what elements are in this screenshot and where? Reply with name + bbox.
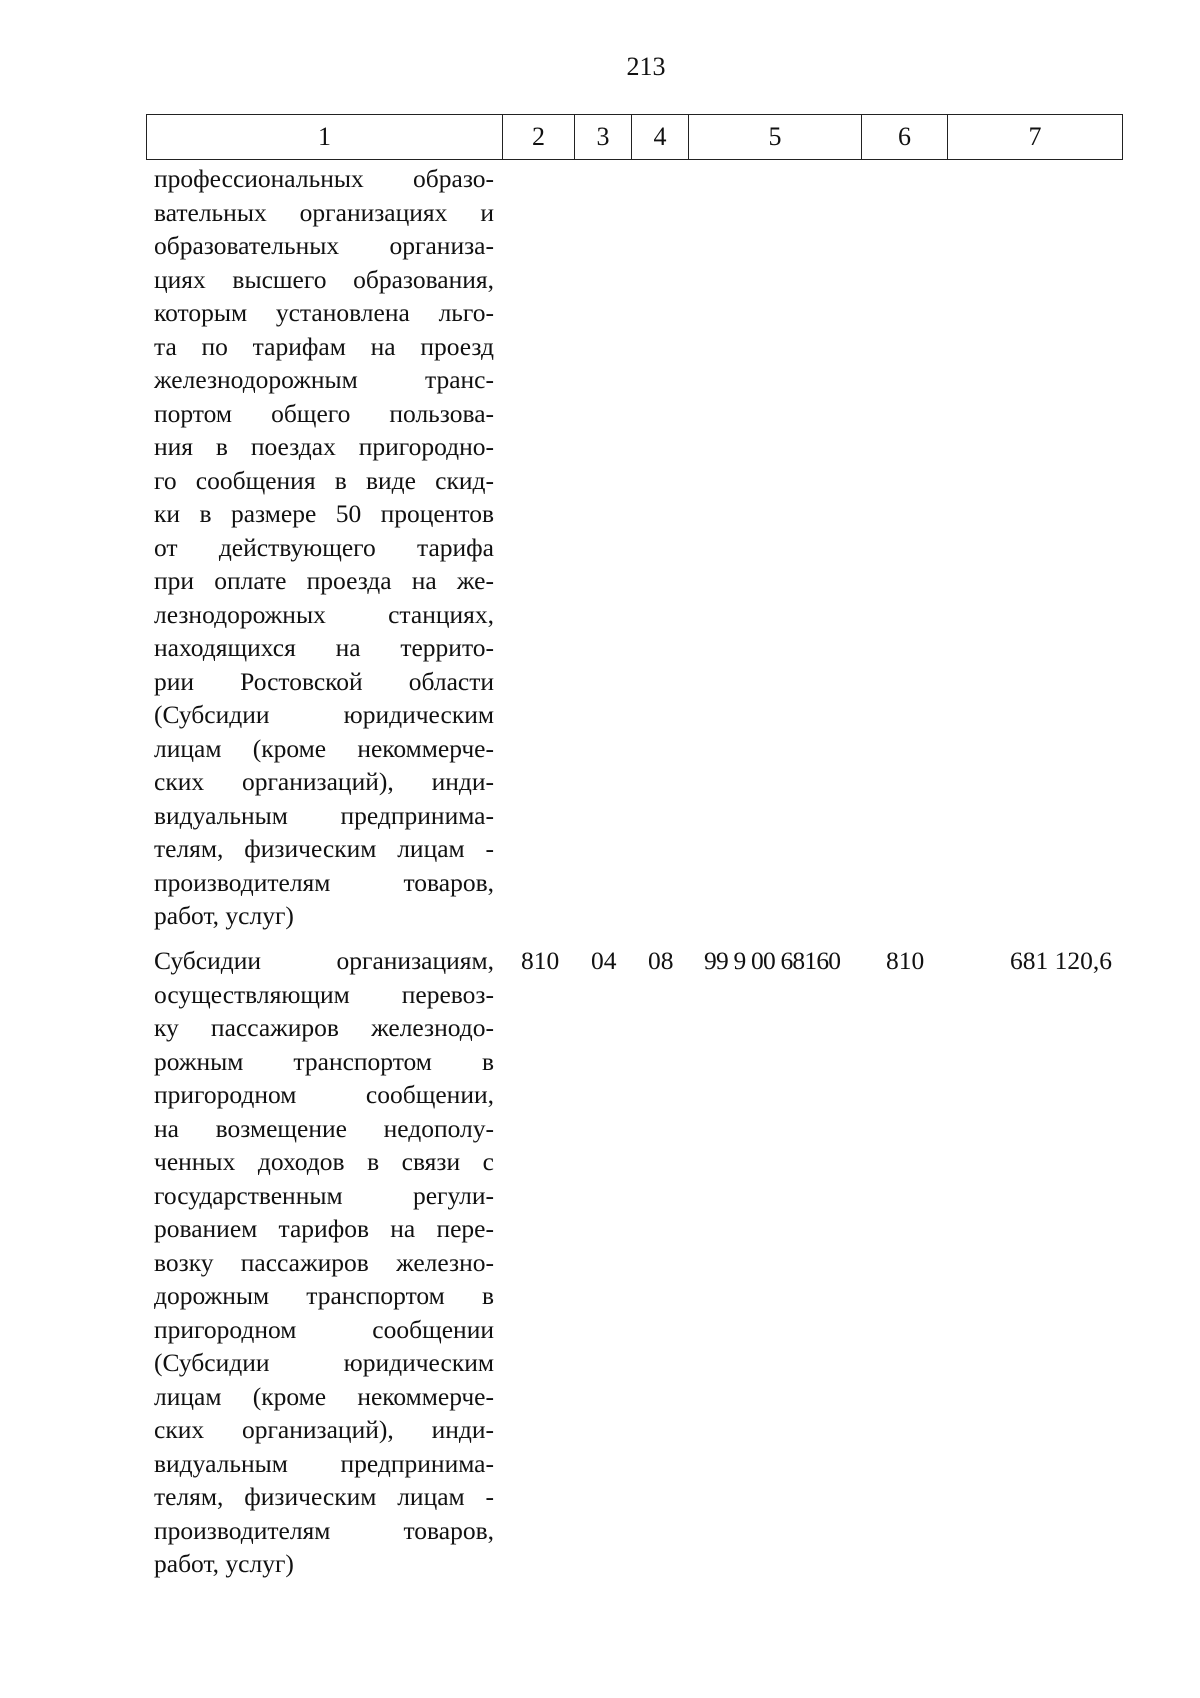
row-2-col-2-value: 810 bbox=[521, 946, 560, 975]
header-col-2: 2 bbox=[503, 115, 575, 160]
text-line: лицам (кроме некоммерче- bbox=[154, 1381, 494, 1411]
header-col-3: 3 bbox=[575, 115, 632, 160]
text-line: го сообщения в виде скид- bbox=[154, 465, 494, 495]
text-line: работ, услуг) bbox=[154, 1549, 294, 1578]
text-line: вательных организациях и bbox=[154, 197, 494, 227]
text-line: находящихся на террито- bbox=[154, 633, 494, 662]
row-2-col-3-value: 04 bbox=[591, 946, 617, 975]
text-line: телям, физическим лицам - bbox=[154, 834, 494, 863]
row-2-col-4-value: 08 bbox=[648, 946, 674, 975]
text-line: ку пассажиров железнодо- bbox=[154, 1013, 494, 1042]
text-line: та по тарифам на проезд bbox=[154, 331, 494, 361]
text-line: рожным транспортом в bbox=[154, 1046, 494, 1076]
text-line: возку пассажиров железно- bbox=[154, 1247, 494, 1277]
text-line: циях высшего образования, bbox=[154, 264, 494, 294]
text-line: производителям товаров, bbox=[154, 867, 494, 897]
header-row bbox=[147, 115, 1123, 160]
text-line: при оплате проезда на же- bbox=[154, 566, 494, 595]
text-line: образовательных организа- bbox=[154, 231, 494, 260]
header-col-5: 5 bbox=[689, 115, 862, 160]
text-line: пригородном сообщении bbox=[154, 1314, 494, 1344]
row-2-col-6-value: 810 bbox=[886, 946, 925, 975]
text-line: лезнодорожных станциях, bbox=[154, 599, 494, 629]
table-header bbox=[146, 114, 1123, 160]
text-line: видуальным предпринима- bbox=[154, 800, 494, 830]
header-col-6: 6 bbox=[862, 115, 948, 160]
text-line: профессиональных образо- bbox=[154, 164, 494, 193]
text-line: ния в поездах пригородно- bbox=[154, 432, 494, 461]
text-line: государственным регули- bbox=[154, 1180, 494, 1210]
text-line: ченных доходов в связи с bbox=[154, 1147, 494, 1176]
text-line: (Субсидии юридическим bbox=[154, 1348, 494, 1377]
text-line: рии Ростовской области bbox=[154, 666, 494, 696]
text-line: телям, физическим лицам - bbox=[154, 1482, 494, 1511]
text-line: железнодорожным транс- bbox=[154, 365, 494, 394]
text-line: осуществляющим перевоз- bbox=[154, 979, 494, 1009]
text-line: от действующего тарифа bbox=[154, 532, 494, 562]
header-col-4: 4 bbox=[632, 115, 689, 160]
row-2-col-5-value: 99 9 00 68160 bbox=[704, 946, 841, 975]
text-line: которым установлена льго- bbox=[154, 298, 494, 327]
text-line: рованием тарифов на пере- bbox=[154, 1214, 494, 1243]
table-row-1-description bbox=[154, 162, 494, 933]
text-line: ки в размере 50 процентов bbox=[154, 499, 494, 528]
text-line: дорожным транспортом в bbox=[154, 1281, 494, 1310]
text-line: пригородном сообщении, bbox=[154, 1080, 494, 1109]
text-line: ских организаций), инди- bbox=[154, 767, 494, 796]
text-line: портом общего пользова- bbox=[154, 398, 494, 428]
text-line: видуальным предпринима- bbox=[154, 1448, 494, 1478]
text-line: ских организаций), инди- bbox=[154, 1415, 494, 1444]
header-col-7: 7 bbox=[948, 115, 1123, 160]
page-number: 213 bbox=[626, 52, 666, 81]
text-line: Субсидии организациям, bbox=[154, 946, 494, 975]
header-col-1: 1 bbox=[147, 115, 503, 160]
row-2-col-7-value: 681 120,6 bbox=[1010, 946, 1112, 975]
table-row-2-description bbox=[154, 944, 494, 1581]
text-line: производителям товаров, bbox=[154, 1515, 494, 1545]
text-line: (Субсидии юридическим bbox=[154, 700, 494, 729]
text-line: работ, услуг) bbox=[154, 901, 294, 930]
text-line: лицам (кроме некоммерче- bbox=[154, 733, 494, 763]
text-line: на возмещение недополу- bbox=[154, 1113, 494, 1143]
